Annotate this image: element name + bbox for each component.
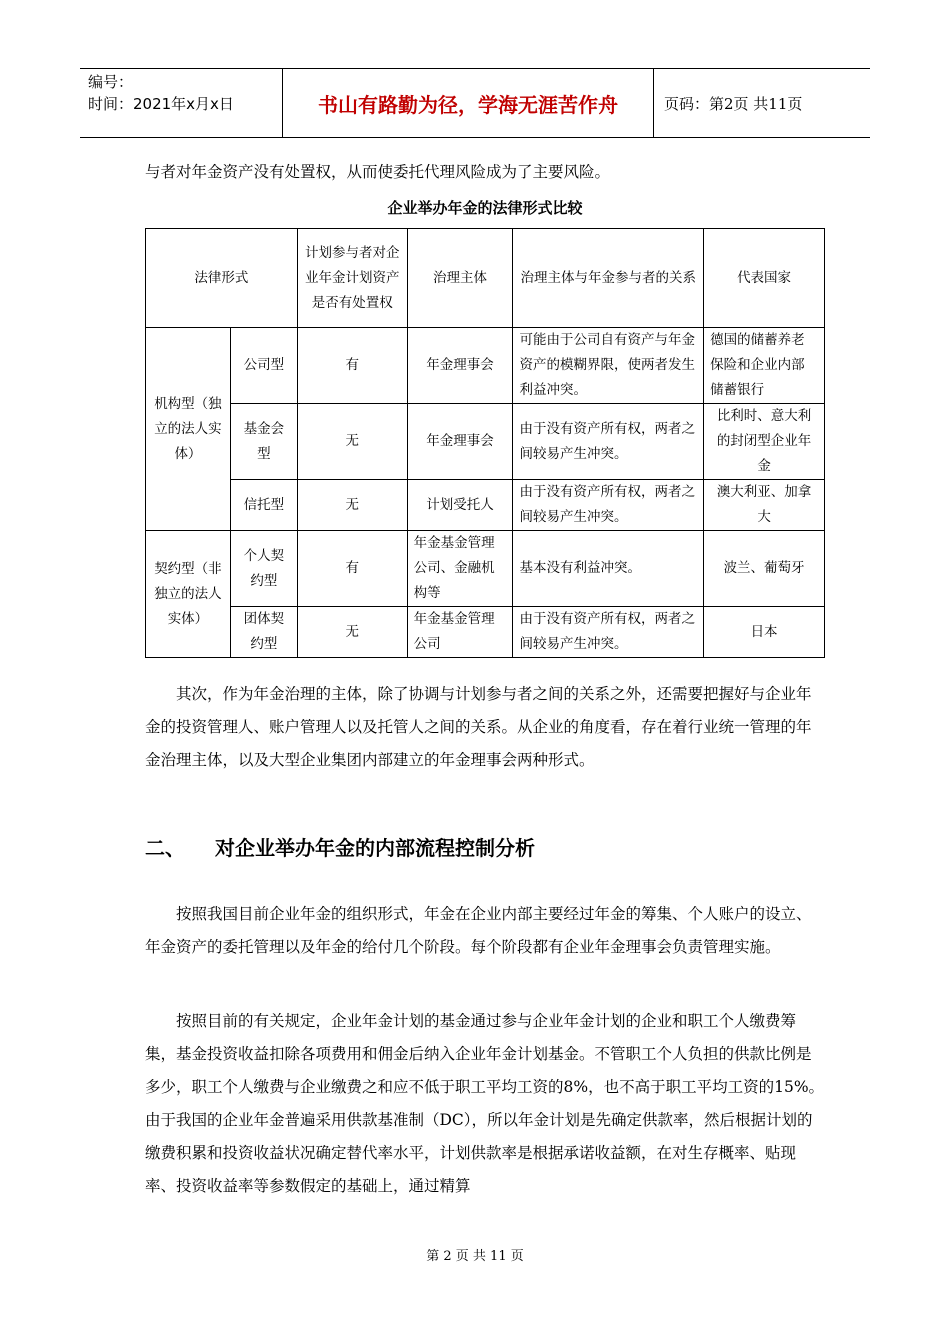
intro-line: 与者对年金资产没有处置权，从而使委托代理风险成为了主要风险。 — [145, 163, 611, 181]
table-row — [146, 607, 825, 658]
cell-country: 比利时、意大利的封闭型企业年金 — [704, 404, 825, 480]
cell-type: 公司型 — [230, 328, 297, 404]
cell-subject: 年金基金管理公司、金融机构等 — [407, 531, 513, 607]
doc-time-label: 时间：2021年x月x日 — [88, 95, 234, 113]
cell-subject: 年金理事会 — [407, 328, 513, 404]
cell-country: 德国的储蓄养老保险和企业内部储蓄银行 — [704, 328, 825, 404]
cell-disposal: 无 — [297, 480, 407, 531]
doc-number-label: 编号： — [88, 73, 134, 91]
legal-form-table — [145, 228, 825, 658]
paragraph-process: 按照我国目前企业年金的组织形式，年金在企业内部主要经过年金的筹集、个人账户的设立、年金资产的委托管理以及年金的给付几个阶段。每个阶段都有企业年金理事会负责管理实施。 — [145, 905, 812, 956]
table-row — [146, 328, 825, 404]
cell-subject: 年金理事会 — [407, 404, 513, 480]
table-row — [146, 480, 825, 531]
cell-disposal: 有 — [297, 531, 407, 607]
cell-country: 日本 — [704, 607, 825, 658]
paragraph-regulation: 按照目前的有关规定，企业年金计划的基金通过参与企业年金计划的企业和职工个人缴费筹集，基金投资收益扣除各项费用和佣金后纳入企业年金计划基金。不管职工个人负担的供款比例是多少，职工个人缴费与企业缴费之和应不低于职工平均工资的8%，也不高于职工平均工资的15%。由于我国的企业年金普遍采用供款基准制（DC），所以年金计划是先确定供款率，然后根据计划的缴费积累和投资收益状况确定替代率水平，计划供款率是根据承诺收益额，在对生存概率、贴现率、投资收益率等参数假定的基础上，通过精算 — [145, 1012, 825, 1195]
table-row — [146, 404, 825, 480]
cell-type: 基金会型 — [230, 404, 297, 480]
group-institutional: 机构型（独立的法人实体） — [146, 328, 231, 531]
header-country: 代表国家 — [704, 229, 825, 328]
section-heading — [145, 832, 535, 861]
cell-type: 个人契约型 — [230, 531, 297, 607]
header-legal-form: 法律形式 — [146, 229, 298, 328]
group-contractual: 契约型（非独立的法人实体） — [146, 531, 231, 658]
page-footer: 第 2 页 共 11 页 — [426, 1249, 524, 1264]
header-motto: 书山有路勤为径，学海无涯苦作舟 — [282, 69, 654, 137]
cell-relation: 基本没有利益冲突。 — [513, 531, 704, 607]
page-header — [80, 68, 870, 138]
cell-type: 信托型 — [230, 480, 297, 531]
table-title: 企业举办年金的法律形式比较 — [387, 199, 583, 217]
header-governance-subject: 治理主体 — [407, 229, 513, 328]
cell-subject: 年金基金管理公司 — [407, 607, 513, 658]
section-number: 二、 — [145, 836, 185, 860]
header-page-info: 页码：第2页 共11页 — [664, 94, 803, 113]
header-relationship: 治理主体与年金参与者的关系 — [513, 229, 704, 328]
header-meta — [80, 69, 282, 137]
cell-relation: 可能由于公司自有资产与年金资产的模糊界限，使两者发生利益冲突。 — [513, 328, 704, 404]
section-title: 对企业举办年金的内部流程控制分析 — [215, 836, 535, 860]
table-header-row — [146, 229, 825, 328]
cell-relation: 由于没有资产所有权，两者之间较易产生冲突。 — [513, 404, 704, 480]
cell-disposal: 无 — [297, 404, 407, 480]
table-row — [146, 531, 825, 607]
header-disposal-right: 计划参与者对企业年金计划资产是否有处置权 — [297, 229, 407, 328]
cell-disposal: 无 — [297, 607, 407, 658]
cell-relation: 由于没有资产所有权，两者之间较易产生冲突。 — [513, 607, 704, 658]
cell-subject: 计划受托人 — [407, 480, 513, 531]
cell-country: 波兰、葡萄牙 — [704, 531, 825, 607]
cell-type: 团体契约型 — [230, 607, 297, 658]
paragraph-governance: 其次，作为年金治理的主体，除了协调与计划参与者之间的关系之外，还需要把握好与企业年金的投资管理人、账户管理人以及托管人之间的关系。从企业的角度看，存在着行业统一管理的年金治理主体，以及大型企业集团内部建立的年金理事会两种形式。 — [145, 685, 812, 769]
cell-country: 澳大利亚、加拿大 — [704, 480, 825, 531]
cell-relation: 由于没有资产所有权，两者之间较易产生冲突。 — [513, 480, 704, 531]
cell-disposal: 有 — [297, 328, 407, 404]
